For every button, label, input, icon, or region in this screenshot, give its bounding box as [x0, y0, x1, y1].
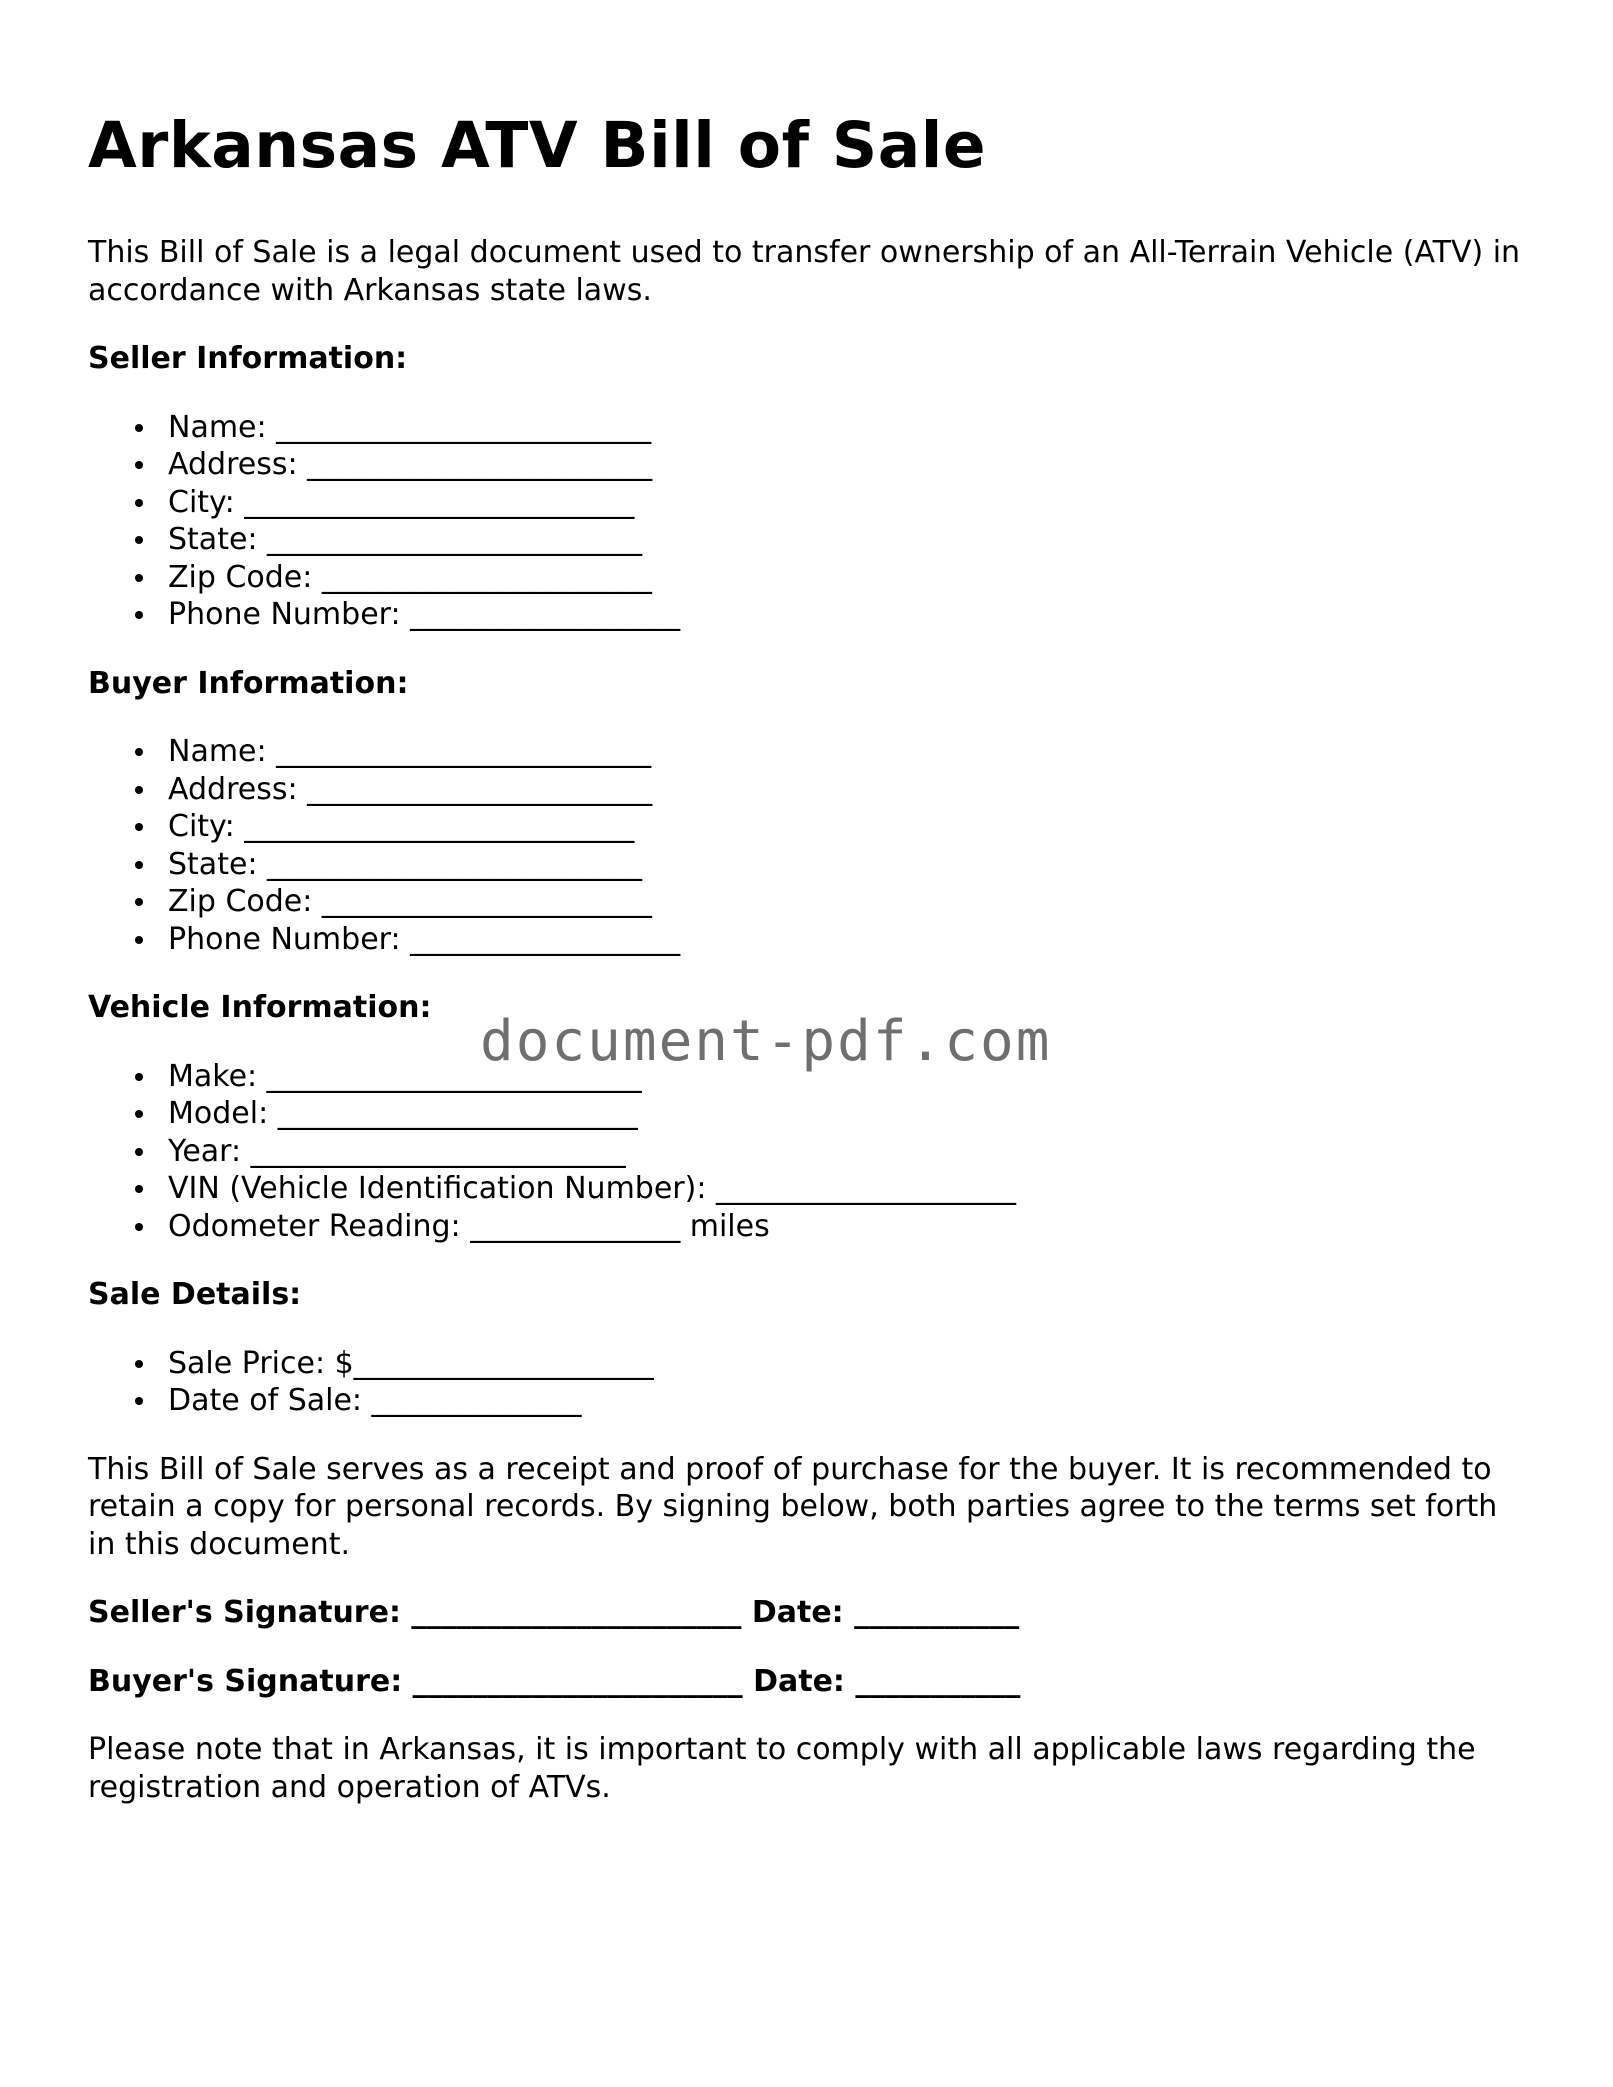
seller-signature-line: Seller's Signature: ______________________ Date: ___________ — [88, 1595, 1020, 1630]
receipt-paragraph: This Bill of Sale serves as a receipt and proof of purchase for the buyer. It is recommended to retain a copy for personal records. By signing below, both parties agree to the terms set forth in this document. — [88, 1451, 1498, 1562]
vehicle-model-field: Model: ________________________ — [168, 1095, 1528, 1133]
document-title: Arkansas ATV Bill of Sale — [88, 109, 987, 182]
sale-date-field: Date of Sale: ______________ — [168, 1382, 1528, 1420]
document-page — [88, 108, 1528, 1837]
seller-phone-field: Phone Number: __________________ — [168, 596, 1528, 634]
buyer-name-field: Name: _________________________ — [168, 733, 1528, 771]
buyer-heading: Buyer Information: — [88, 665, 409, 701]
seller-name-field: Name: _________________________ — [168, 409, 1528, 447]
buyer-zip-field: Zip Code: ______________________ — [168, 883, 1528, 921]
buyer-signature-line: Buyer's Signature: ______________________ Date: ___________ — [88, 1663, 1021, 1699]
seller-state-field: State: _________________________ — [168, 521, 1528, 559]
sale-price-field: Sale Price: $____________________ — [168, 1345, 1528, 1383]
buyer-phone-field: Phone Number: __________________ — [168, 921, 1528, 959]
vehicle-year-field: Year: _________________________ — [168, 1133, 1528, 1171]
buyer-city-field: City: __________________________ — [168, 808, 1528, 846]
vehicle-vin-field: VIN (Vehicle Identification Number): ____________________ — [168, 1170, 1528, 1208]
vehicle-make-field: Make: _________________________ — [168, 1058, 1528, 1096]
vehicle-odometer-field: Odometer Reading: ______________ miles — [168, 1208, 1528, 1246]
sale-heading: Sale Details: — [88, 1277, 302, 1312]
seller-heading: Seller Information: — [88, 341, 408, 376]
vehicle-heading: Vehicle Information: — [88, 990, 432, 1025]
vehicle-field-list — [88, 1058, 1528, 1246]
intro-paragraph: This Bill of Sale is a legal document used to transfer ownership of an All-Terrain Vehicle (ATV) in accordance with Arkansas state laws. — [88, 235, 1521, 308]
seller-address-field: Address: _______________________ — [168, 446, 1528, 484]
buyer-address-field: Address: _______________________ — [168, 771, 1528, 809]
buyer-state-field: State: _________________________ — [168, 846, 1528, 884]
seller-zip-field: Zip Code: ______________________ — [168, 559, 1528, 597]
closing-paragraph: Please note that in Arkansas, it is important to comply with all applicable laws regarding the registration and operation of ATVs. — [88, 1732, 1476, 1805]
seller-field-list — [88, 409, 1528, 634]
sale-field-list — [88, 1345, 1528, 1420]
seller-city-field: City: __________________________ — [168, 484, 1528, 522]
buyer-field-list — [88, 733, 1528, 958]
watermark-text: document-pdf.com — [480, 1009, 1052, 1074]
